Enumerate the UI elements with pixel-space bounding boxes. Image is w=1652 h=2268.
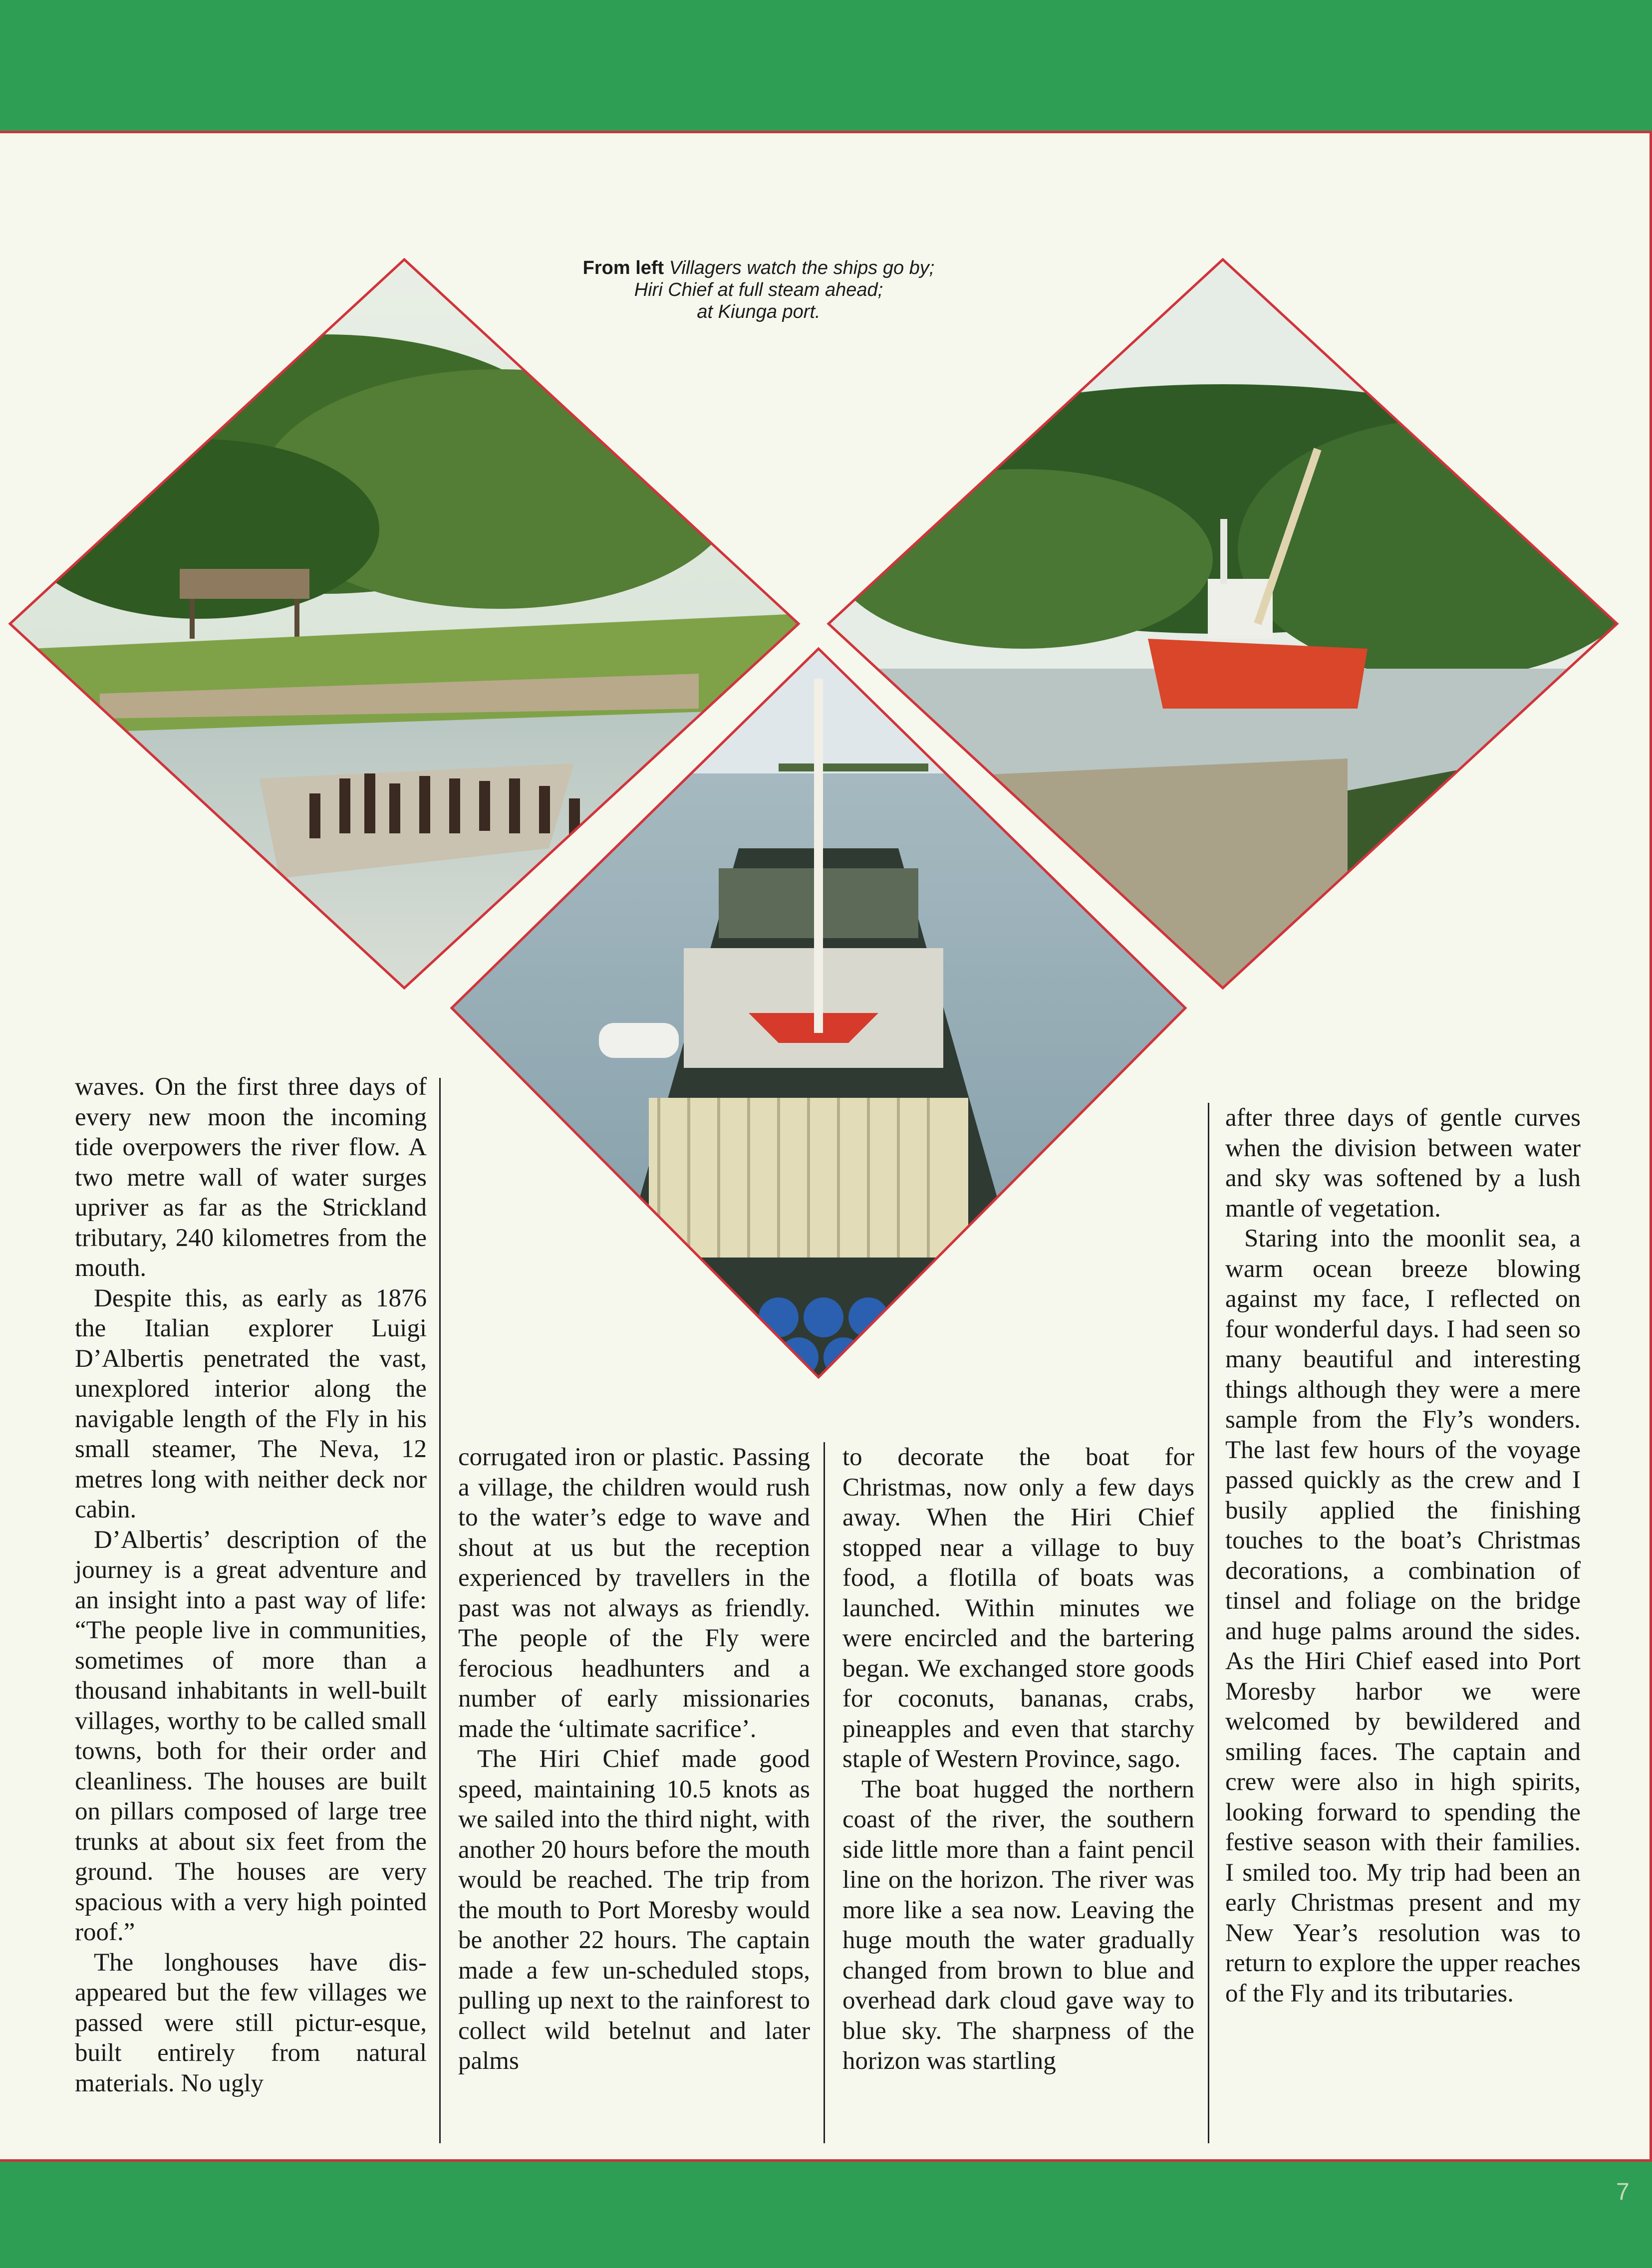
- column-rule-1: [439, 1078, 441, 2143]
- column-2-paragraph-2: The Hiri Chief made good speed, maintaining 10.5 knots as we sailed into the third night, with another 20 hours before the mouth would be reached. The trip from the mouth to Port Moresby would be another 22 hours. The captain made a few un-scheduled stops, pulling up next to the rainforest to collect wild betelnut and later palms: [458, 1745, 810, 2075]
- column-1-paragraph-3: D’Albertis’ description of the journey is a great adventure and an insight into a past way of life: “The people live in communities, sometimes of more than a thousand inhabitants in well-built villages, worthy to be called small towns, both for their order and cleanliness. The houses are built on pillars composed of large tree trunks at about six feet from the ground. The houses are very spacious with a very high pointed roof.”: [75, 1525, 427, 1946]
- column-1-paragraph-4: The longhouses have dis-appeared but the few villages we passed were still pictur-esque, built entirely from natural materials. No ugly: [75, 1948, 427, 2097]
- column-4-paragraph-1: after three days of gentle curves when the division between water and sky was softened by a lush mantle of vegetation.: [1225, 1104, 1581, 1223]
- article-column-2: [458, 1442, 810, 2076]
- caption-lead: From left: [582, 257, 664, 278]
- column-1-paragraph-1: waves. On the first three days of every new moon the incoming tide overpowers the river flow. A two metre wall of water surges upriver as far as the Strickland tributary, 240 kilometres from the mouth.: [75, 1073, 427, 1282]
- caption-line-2: Hiri Chief at full steam ahead;: [634, 279, 883, 300]
- caption-line-3: at Kiunga port.: [697, 301, 821, 322]
- column-4-paragraph-2: Staring into the moonlit sea, a warm ocean breeze blowing against my face, I reflected on four wonderful days. I had seen so many beautiful and interesting things although they were a mere sample from the Fly’s wonders. The last few hours of the voyage passed quickly as the crew and I busily applied the finishing touches to the boat’s Christmas decorations, a combination of tinsel and foliage on the bridge and huge palms around the sides. As the Hiri Chief eased into Port Moresby harbor we were welcomed by bewildered and smiling faces. The captain and crew were also in high spirits, looking forward to spending the festive season with their families. I smiled too. My trip had been an early Christmas present and my New Year’s resolution was to return to explore the upper reaches of the Fly and its tributaries.: [1225, 1225, 1581, 2008]
- article-column-1: [75, 1072, 427, 2098]
- article-column-4: [1225, 1103, 1581, 2009]
- page-number: 7: [1616, 2179, 1630, 2205]
- column-3-paragraph-1: to decorate the boat for Christmas, now only a few days away. When the Hiri Chief stopped near a village to buy food, a flotilla of boats was launched. Within minutes we were encircled and the bartering began. We exchanged store goods for coconuts, bananas, crabs, pineapples and even that starchy staple of Western Province, sago.: [842, 1443, 1194, 1773]
- column-1-paragraph-2: Despite this, as early as 1876 the Italian explorer Luigi D’Albertis penetrated the vast, unexplored interior along the navigable length of the Fly in his small steamer, The Neva, 12 metres long with neither deck nor cabin.: [75, 1284, 427, 1523]
- column-3-paragraph-2: The boat hugged the northern coast of the river, the southern side little more than a faint pencil line on the horizon. The river was more like a sea now. Leaving the huge mouth the water gradually changed from brown to blue and overhead dark cloud gave way to blue sky. The sharpness of the horizon was startling: [842, 1775, 1194, 2075]
- column-rule-2: [824, 1442, 825, 2143]
- column-2-paragraph-1: corrugated iron or plastic. Passing a village, the children would rush to the water’s edge to wave and shout at us but the reception experienced by travellers in the past was not always as friendly. The people of the Fly were ferocious headhunters and a number of early missionaries made the ‘ultimate sacrifice’.: [458, 1443, 810, 1743]
- article-column-3: [842, 1442, 1194, 2076]
- photo-caption: [569, 257, 948, 323]
- column-rule-3: [1208, 1103, 1209, 2143]
- caption-line-1: Villagers watch the ships go by;: [669, 257, 935, 278]
